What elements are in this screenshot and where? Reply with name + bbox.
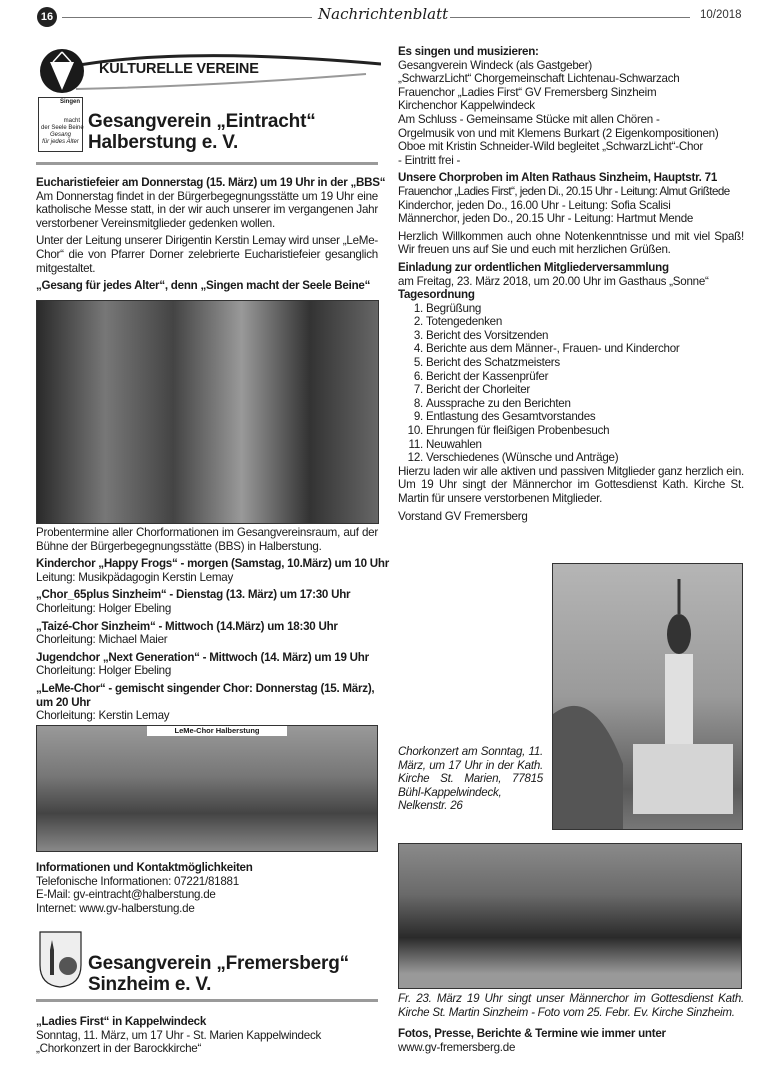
ladies-line: Sonntag, 11. März, um 17 Uhr - St. Marien Kappelwindeck (36, 1028, 322, 1042)
agenda-item: 4. Berichte aus dem Männer-, Frauen- und Kinderchor (426, 342, 744, 356)
eintracht-title (88, 111, 316, 153)
performer: Kirchenchor Kappelwindeck (398, 99, 535, 113)
performers-heading: Es singen und musizieren: (398, 45, 539, 58)
rehearsal-leader: Chorleitung: Michael Maier (36, 633, 168, 647)
rehearsal-line: Frauenchor „Ladies First“, jeden Di., 20.15 Uhr - Leitung: Almut Grißtede (398, 184, 730, 198)
eintracht-mass-block (36, 176, 386, 293)
performer: Am Schluss - Gemeinsame Stücke mit allen Chören - (398, 112, 660, 126)
agenda-item: 10. Ehrungen für fleißigen Probenbesuch (426, 424, 744, 438)
contact-website[interactable]: Internet: www.gv-halberstung.de (36, 901, 195, 915)
rehearsal-heading: „LeMe-Chor“ - gemischt singender Chor: Donnerstag (15. März), um 20 Uhr (36, 681, 375, 709)
mass-text-2: Unter der Leitung unserer Dirigentin Kerstin Lemay wird unser „LeMe-Chor“ die von Pfarrer Dorner zelebrierte Eucharistiefeier gesanglich mitgestaltet. (36, 234, 378, 275)
rehearsal-heading: „Taizé-Chor Sinzheim“ - Mittwoch (14.März) um 18:30 Uhr (36, 619, 338, 633)
eintracht-contact (36, 861, 378, 915)
photo-banner: LeMe-Chor Halberstung (147, 726, 287, 736)
more-heading: Fotos, Presse, Berichte & Termine wie immer unter (398, 1027, 666, 1040)
choir-photo-1 (36, 300, 379, 524)
title-line: Sinzheim e. V. (88, 974, 212, 995)
signature: Vorstand GV Fremersberg (398, 509, 528, 523)
choir-caption: Fr. 23. März 19 Uhr singt unser Männerchor im Gottesdienst Kath. Kirche St. Martin Sinzheim - Foto vom 25. Febr. Ev. Kirche Sinzheim. (398, 992, 744, 1019)
logo-text: macht (63, 118, 80, 124)
performer: Frauenchor „Ladies First“ GV Fremersberg Sinzheim (398, 85, 657, 99)
page-number-badge (37, 7, 57, 27)
rehearsal-leader: Chorleitung: Kerstin Lemay (36, 709, 170, 723)
rehearsal-leader: Leitung: Musikpädagogin Kerstin Lemay (36, 570, 233, 584)
rehearsal-item (36, 620, 378, 647)
rehearsal-heading: Jugendchor „Next Generation“ - Mittwoch (14. März) um 19 Uhr (36, 650, 369, 664)
title-line: Gesangverein „Eintracht“ (88, 111, 316, 132)
rehearsal-leader: Chorleitung: Holger Ebeling (36, 664, 172, 678)
agenda-item: 11. Neuwahlen (426, 438, 744, 452)
rehearsals-heading: Unsere Chorproben im Alten Rathaus Sinzheim, Hauptstr. 71 (398, 171, 718, 185)
ladies-heading: „Ladies First“ in Kappelwindeck (36, 1015, 207, 1028)
agenda-item: 5. Bericht des Schatzmeisters (426, 356, 744, 370)
contact-heading: Informationen und Kontaktmöglichkeiten (36, 861, 253, 874)
rehearsal-leader: Chorleitung: Holger Ebeling (36, 601, 172, 615)
eintracht-rehearsals (36, 526, 389, 723)
agenda-item: 3. Bericht des Vorsitzenden (426, 329, 744, 343)
rehearsal-line: Männerchor, jeden Do., 20.15 Uhr - Leitung: Hartmut Mende (398, 212, 694, 226)
church-tower-icon (553, 564, 742, 829)
rehearsal-item (36, 588, 378, 615)
motto: „Gesang für jedes Alter“, denn „Singen macht der Seele Beine“ (36, 279, 371, 293)
rehearsal-heading: „Chor_65plus Sinzheim“ - Dienstag (13. März) um 17:30 Uhr (36, 588, 351, 602)
logo-text: Singen (59, 99, 80, 105)
mass-text: Am Donnerstag findet in der Bürgerbegegnungsstätte um 19 Uhr eine katholische Messe statt, in der wir auch unserer im vergangenen Jahr verstorbener Vereinsmitglieder gedenken wollen. (36, 189, 378, 230)
mass-heading: Eucharistiefeier am Donnerstag (15. März) um 19 Uhr in der „BBS“ (36, 176, 386, 189)
agenda-item: 6. Bericht der Kassenprüfer (426, 370, 744, 384)
divider (36, 999, 378, 1002)
rehearsal-item (36, 682, 378, 723)
agenda-heading: Tagesordnung (398, 288, 475, 302)
performer: Oboe mit Kristin Schneider-Wild begleitet „SchwarzLicht“-Chor (398, 140, 703, 154)
rehearsal-heading: Kinderchor „Happy Frogs“ - morgen (Samstag, 10.März) um 10 Uhr (36, 557, 389, 571)
divider (36, 162, 378, 165)
logo-text: Gesang (49, 132, 71, 138)
fremersberg-title (88, 953, 349, 995)
performer: „SchwarzLicht“ Chorgemeinschaft Lichtenau-Schwarzach (398, 72, 680, 86)
issue-number: 10/2018 (700, 9, 742, 21)
logo-text: für jedes Alter (42, 139, 79, 145)
header-rule-left (62, 17, 312, 18)
agenda-item: 12. Verschiedenes (Wünsche und Anträge) (426, 451, 744, 465)
meeting-heading: Einladung zur ordentlichen Mitgliederversammlung (398, 260, 669, 274)
agenda-item: 8. Aussprache zu den Berichten (426, 397, 744, 411)
agenda-list (398, 302, 744, 465)
rehearsal-item (36, 557, 389, 584)
contact-email[interactable]: E-Mail: gv-eintracht@halberstung.de (36, 888, 216, 902)
header-rule-right (450, 17, 690, 18)
section-banner (36, 44, 381, 96)
ladies-first-block (36, 1015, 378, 1056)
rehearsal-intro: Probentermine aller Chorformationen im Gesangvereinsraum, auf der Bühne der Bürgerbegegnungsstätte (BBS) in Halberstung. (36, 526, 378, 553)
page-number: 16 (40, 11, 54, 23)
performer: - Eintritt frei - (398, 153, 461, 167)
performer: Gesangverein Windeck (als Gastgeber) (398, 58, 592, 72)
church-photo (552, 563, 743, 830)
leme-choir-photo (36, 725, 378, 852)
agenda-item: 2. Totengedenken (426, 315, 744, 329)
rehearsal-item (36, 651, 378, 678)
more-info (398, 1027, 744, 1054)
more-link[interactable]: www.gv-fremersberg.de (398, 1040, 516, 1054)
meeting-text: am Freitag, 23. März 2018, um 20.00 Uhr im Gasthaus „Sonne“ (398, 274, 709, 288)
fremersberg-crest-icon (38, 930, 83, 988)
rehearsal-line: Kinderchor, jeden Do., 16.00 Uhr - Leitung: Sofia Scalisi (398, 198, 671, 212)
mens-choir-photo (398, 843, 742, 989)
agenda-item: 9. Entlastung des Gesamtvorstandes (426, 410, 744, 424)
masthead: Nachrichtenblatt (318, 5, 449, 23)
section-title: KULTURELLE VEREINE (99, 61, 259, 77)
logo-text: der Seele Beine (41, 125, 84, 131)
agenda-item: 1. Begrüßung (426, 302, 744, 316)
fremersberg-right-text (398, 45, 744, 523)
agenda-item: 7. Bericht der Chorleiter (426, 383, 744, 397)
invite-text: Hierzu laden wir alle aktiven und passiven Mitglieder ganz herzlich ein. Um 19 Uhr singt der Männerchor im Gottesdienst Kath. Kirche St. Martin für unsere verstorbenen Mitglieder. (398, 464, 744, 505)
church-caption: Chorkonzert am Sonntag, 11. März, um 17 Uhr in der Kath. Kirche St. Marien, 77815 Bühl-Kappelwindeck, Nelkenstr. 26 (398, 745, 543, 813)
title-line: Gesangverein „Fremersberg“ (88, 953, 349, 974)
title-line: Halberstung e. V. (88, 132, 239, 153)
welcome-text: Herzlich Willkommen auch ohne Notenkenntnisse und mit viel Spaß! Wir freuen uns auf Sie und euch mit herzlichen Grüßen. (398, 229, 744, 257)
contact-phone: Telefonische Informationen: 07221/81881 (36, 874, 239, 888)
ladies-line: „Chorkonzert in der Barockkirche“ (36, 1042, 202, 1056)
performer: Orgelmusik von und mit Klemens Burkart (2 Eigenkompositionen) (398, 126, 719, 140)
eintracht-logo (38, 97, 83, 152)
